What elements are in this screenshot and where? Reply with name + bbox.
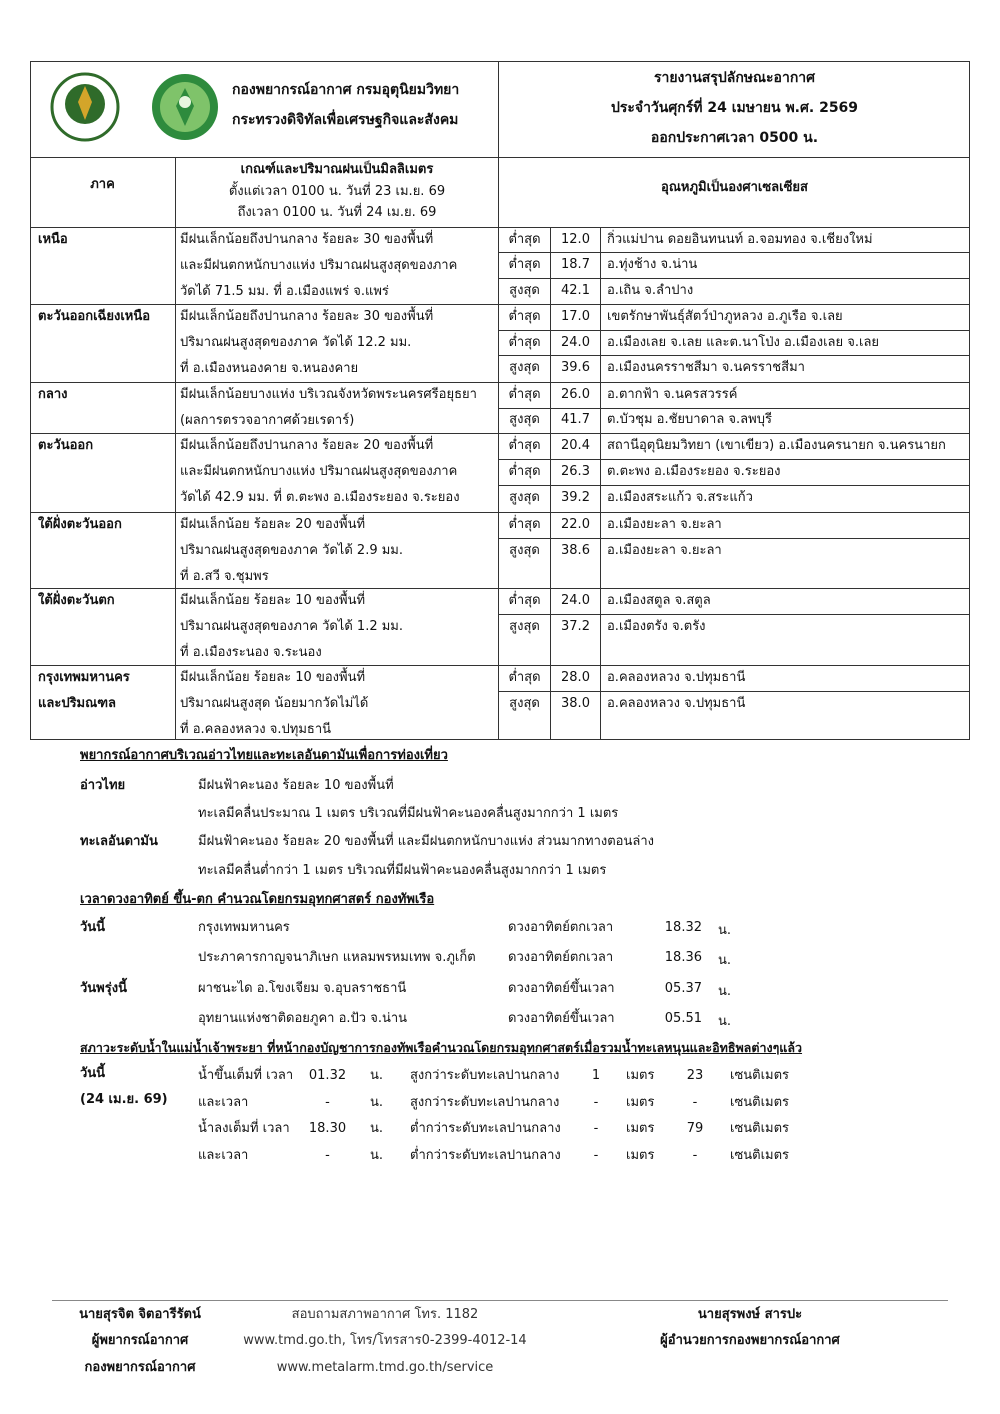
region-name: กลาง (38, 387, 68, 402)
tide-label: และเวลา (198, 1148, 249, 1163)
forecaster-name: นายสุรจิต จิตอารีรัตน์ (79, 1307, 201, 1322)
divider (498, 538, 970, 539)
temp-station: อ.เมืองสระแก้ว จ.สระแก้ว (607, 490, 753, 505)
tide-time: 18.30 (308, 1121, 347, 1136)
divider (30, 382, 970, 383)
divider (30, 512, 970, 513)
footer-divider (52, 1300, 948, 1301)
tide-label: น้ำลงเต็มที่ เวลา (198, 1121, 290, 1136)
rain-description-line: มีฝนเล็กน้อยถึงปานกลาง ร้อยละ 30 ของพื้นที่ (180, 232, 434, 247)
divider (30, 588, 970, 589)
divider (498, 485, 970, 486)
tide-time-unit: น. (370, 1068, 384, 1083)
region-name: ใต้ฝั่งตะวันตก (38, 593, 115, 608)
andaman-line-1: มีฝนฟ้าคะนอง ร้อยละ 20 ของพื้นที่ และมีฝนตกหนักบางแห่ง ส่วนมากทางตอนล่าง (198, 834, 654, 849)
sun-time: 18.36 (664, 950, 702, 965)
temp-value: 26.0 (561, 387, 590, 402)
org-line1: กองพยากรณ์อากาศ กรมอุตุนิยมวิทยา (232, 82, 460, 98)
temp-kind: สูงสุด (509, 543, 540, 558)
region-name: ตะวันออก (38, 438, 94, 453)
tide-title: สภาวะระดับน้ำในแม่น้ำเจ้าพระยา ที่หน้ากองบัญชาการกองทัพเรือคำนวณโดยกรมอุทกศาสตร์เมื่อรวมน้ำทะเลหนุนและอิทธิพลต่างๆแล้ว (80, 1040, 803, 1055)
sun-event: ดวงอาทิตย์ขึ้นเวลา (508, 981, 615, 996)
rain-description-line: ที่ อ.สวี จ.ชุมพร (180, 569, 269, 584)
divider (498, 459, 970, 460)
temp-station: อ.เมืองยะลา จ.ยะลา (607, 517, 722, 532)
temp-kind: ต่ำสุด (508, 464, 541, 479)
temp-station: อ.เมืองสตูล จ.สตูล (607, 593, 711, 608)
temp-value: 24.0 (561, 593, 590, 608)
temp-value: 39.2 (561, 490, 590, 505)
temp-value: 20.4 (561, 438, 590, 453)
rain-description-line: มีฝนเล็กน้อยบางแห่ง บริเวณจังหวัดพระนครศรีอยุธยา (180, 387, 477, 402)
divider (175, 157, 176, 740)
tide-centimeters-unit: เซนติเมตร (730, 1121, 790, 1136)
divider (498, 614, 970, 615)
divider (498, 355, 970, 356)
director-role: ผู้อำนวยการกองพยากรณ์อากาศ (660, 1333, 840, 1348)
org-line2: กระทรวงดิจิทัลเพื่อเศรษฐกิจและสังคม (232, 112, 459, 128)
tide-centimeters-unit: เซนติเมตร (730, 1095, 790, 1110)
sun-tomorrow-label: วันพรุ่งนี้ (80, 981, 127, 996)
temp-station: อ.คลองหลวง จ.ปทุมธานี (607, 696, 746, 711)
gulf-label: อ่าวไทย (80, 778, 126, 793)
tide-meters: - (593, 1095, 599, 1110)
tide-centimeters: 79 (686, 1121, 704, 1136)
temp-value: 26.3 (561, 464, 590, 479)
tide-label: น้ำขึ้นเต็มที่ เวลา (198, 1068, 294, 1083)
temp-station: สถานีอุตุนิยมวิทยา (เขาเขียว) อ.เมืองนครนายก จ.นครนายก (607, 438, 946, 453)
forecaster-role: ผู้พยากรณ์อากาศ (91, 1333, 189, 1348)
region-name: ตะวันออกเฉียงเหนือ (38, 309, 151, 324)
temp-value: 38.0 (561, 696, 590, 711)
temp-value: 42.1 (561, 283, 590, 298)
rain-description-line: ปริมาณฝนสูงสุดของภาค วัดได้ 1.2 มม. (180, 619, 403, 634)
marine-title: พยากรณ์อากาศบริเวณอ่าวไทยและทะเลอันดามันเพื่อการท่องเที่ยว (80, 748, 448, 763)
rain-description-line: วัดได้ 71.5 มม. ที่ อ.เมืองแพร่ จ.แพร่ (180, 284, 389, 299)
service-link[interactable]: www.metalarm.tmd.go.th/service (276, 1360, 494, 1375)
contact-website[interactable]: www.tmd.go.th, โทร/โทรสาร0-2399-4012-14 (243, 1333, 527, 1348)
temp-kind: ต่ำสุด (508, 670, 541, 685)
tide-time-unit: น. (370, 1121, 384, 1136)
gulf-line-2: ทะเลมีคลื่นประมาณ 1 เมตร บริเวณที่มีฝนฟ้าคะนองคลื่นสูงมากกว่า 1 เมตร (198, 806, 619, 821)
temp-value: 24.0 (561, 335, 590, 350)
temp-station: ต.บัวชุม อ.ชัยบาดาล จ.ลพบุรี (607, 412, 772, 427)
tide-meters-unit: เมตร (626, 1148, 655, 1163)
region-name: กรุงเทพมหานคร (38, 670, 130, 685)
tide-time-unit: น. (370, 1095, 384, 1110)
temp-value: 38.6 (561, 543, 590, 558)
temp-kind: ต่ำสุด (508, 387, 541, 402)
tide-meters: - (593, 1148, 599, 1163)
temp-station: กิ่วแม่ปาน ดอยอินทนนท์ อ.จอมทอง จ.เชียงใหม่ (607, 232, 873, 247)
temp-station: อ.เมืองนครราชสีมา จ.นครราชสีมา (607, 360, 805, 375)
director-name: นายสุรพงษ์ สารปะ (697, 1307, 803, 1322)
tide-time: 01.32 (308, 1068, 347, 1083)
temp-station: อ.เมืองยะลา จ.ยะลา (607, 543, 722, 558)
tide-meters-unit: เมตร (626, 1095, 655, 1110)
temp-kind: สูงสุด (509, 696, 540, 711)
tide-description: สูงกว่าระดับทะเลปานกลาง (410, 1095, 560, 1110)
rain-description-line: มีฝนเล็กน้อย ร้อยละ 10 ของพื้นที่ (180, 670, 366, 685)
sun-today-label: วันนี้ (80, 920, 106, 935)
region-name: และปริมณฑล (38, 696, 116, 711)
sun-place: กรุงเทพมหานคร (198, 920, 290, 935)
rain-period-from: ตั้งแต่เวลา 0100 น. วันที่ 23 เม.ย. 69 (228, 184, 446, 199)
temp-kind: สูงสุด (509, 412, 540, 427)
contact-phone: สอบถามสภาพอากาศ โทร. 1182 (291, 1307, 479, 1322)
gulf-line-1: มีฝนฟ้าคะนอง ร้อยละ 10 ของพื้นที่ (198, 778, 394, 793)
tide-centimeters: - (692, 1095, 698, 1110)
divider (498, 252, 970, 253)
tide-label: และเวลา (198, 1095, 249, 1110)
temp-kind: สูงสุด (509, 283, 540, 298)
report-time: ออกประกาศเวลา 0500 น. (650, 130, 819, 146)
rain-description-line: ที่ อ.เมืองหนองคาย จ.หนองคาย (180, 361, 359, 376)
tide-today-label: วันนี้ (80, 1066, 106, 1081)
tide-centimeters-unit: เซนติเมตร (730, 1148, 790, 1163)
temp-station: เขตรักษาพันธุ์สัตว์ป่าภูหลวง อ.ภูเรือ จ.เลย (607, 309, 843, 324)
temp-kind: ต่ำสุด (508, 232, 541, 247)
sun-unit: น. (718, 953, 732, 968)
tide-description: สูงกว่าระดับทะเลปานกลาง (410, 1068, 560, 1083)
sun-event: ดวงอาทิตย์ตกเวลา (508, 950, 614, 965)
tide-meters: 1 (591, 1068, 601, 1083)
tide-time-unit: น. (370, 1148, 384, 1163)
divider (498, 408, 970, 409)
rain-description-line: มีฝนเล็กน้อย ร้อยละ 20 ของพื้นที่ (180, 517, 366, 532)
temp-value: 28.0 (561, 670, 590, 685)
temp-kind: ต่ำสุด (508, 593, 541, 608)
report-title: รายงานสรุปลักษณะอากาศ (653, 70, 816, 86)
report-date: ประจำวันศุกร์ที่ 24 เมษายน พ.ศ. 2569 (610, 100, 859, 116)
tide-time: - (325, 1148, 330, 1163)
tide-time: - (325, 1095, 330, 1110)
rain-description-line: ที่ อ.เมืองระนอง จ.ระนอง (180, 645, 322, 660)
temp-kind: สูงสุด (509, 490, 540, 505)
temp-kind: ต่ำสุด (508, 257, 541, 272)
region-name: เหนือ (38, 232, 68, 247)
rain-period-to: ถึงเวลา 0100 น. วันที่ 24 เม.ย. 69 (237, 205, 437, 220)
rain-description-line: ที่ อ.คลองหลวง จ.ปทุมธานี (180, 722, 332, 737)
divider (30, 227, 970, 228)
temp-station: อ.เมืองเลย จ.เลย และต.นาโป่ง อ.เมืองเลย จ.เลย (607, 335, 880, 350)
temp-station: ต.ตะพง อ.เมืองระยอง จ.ระยอง (607, 464, 781, 479)
forecaster-org: กองพยากรณ์อากาศ (84, 1360, 196, 1375)
divider (30, 304, 970, 305)
temp-kind: สูงสุด (509, 360, 540, 375)
temp-station: อ.เมืองตรัง จ.ตรัง (607, 619, 706, 634)
rain-description-line: มีฝนเล็กน้อยถึงปานกลาง ร้อยละ 30 ของพื้นที่ (180, 309, 434, 324)
temp-kind: ต่ำสุด (508, 309, 541, 324)
rain-description-line: มีฝนเล็กน้อย ร้อยละ 10 ของพื้นที่ (180, 593, 366, 608)
rain-description-line: และมีฝนตกหนักบางแห่ง ปริมาณฝนสูงสุดของภาค (180, 464, 458, 479)
tide-meters-unit: เมตร (626, 1068, 655, 1083)
andaman-line-2: ทะเลมีคลื่นต่ำกว่า 1 เมตร บริเวณที่มีฝนฟ้าคะนองคลื่นสูงมากกว่า 1 เมตร (198, 863, 607, 878)
tide-centimeters-unit: เซนติเมตร (730, 1068, 790, 1083)
sun-unit: น. (718, 984, 732, 999)
sun-title: เวลาดวงอาทิตย์ ขึ้น-ตก คำนวณโดยกรมอุทกศาสตร์ กองทัพเรือ (80, 892, 435, 907)
divider (498, 691, 970, 692)
rain-description-line: วัดได้ 42.9 มม. ที่ ต.ตะพง อ.เมืองระยอง จ.ระยอง (180, 490, 460, 505)
tmd-logo (150, 72, 220, 142)
divider (498, 278, 970, 279)
rain-description-line: ปริมาณฝนสูงสุดของภาค วัดได้ 2.9 มม. (180, 543, 403, 558)
tide-description: ต่ำกว่าระดับทะเลปานกลาง (410, 1148, 561, 1163)
sun-time: 18.32 (664, 920, 702, 935)
sun-event: ดวงอาทิตย์ขึ้นเวลา (508, 1011, 615, 1026)
region-column-header: ภาค (90, 177, 115, 192)
temp-value: 22.0 (561, 517, 590, 532)
sun-time: 05.37 (664, 981, 702, 996)
divider (30, 665, 970, 666)
rain-column-title: เกณฑ์และปริมาณฝนเป็นมิลลิเมตร (240, 162, 434, 177)
rain-description-line: ปริมาณฝนสูงสุดของภาค วัดได้ 12.2 มม. (180, 335, 412, 350)
temp-station: อ.ตากฟ้า จ.นครสวรรค์ (607, 387, 738, 402)
tide-date-label: (24 เม.ย. 69) (80, 1092, 168, 1107)
temp-value: 41.7 (561, 412, 590, 427)
sun-place: ประภาคารกาญจนาภิเษก แหลมพรหมเทพ จ.ภูเก็ต (198, 950, 476, 965)
divider (498, 330, 970, 331)
divider (30, 433, 970, 434)
sun-unit: น. (718, 923, 732, 938)
ministry-logo (50, 72, 120, 142)
temp-station: อ.คลองหลวง จ.ปทุมธานี (607, 670, 746, 685)
temp-kind: สูงสุด (509, 619, 540, 634)
rain-description-line: ปริมาณฝนสูงสุด น้อยมากวัดไม่ได้ (180, 696, 369, 711)
temp-value: 12.0 (561, 232, 590, 247)
temp-kind: ต่ำสุด (508, 517, 541, 532)
temp-kind: ต่ำสุด (508, 335, 541, 350)
sun-time: 05.51 (664, 1011, 702, 1026)
sun-place: ผาชนะได อ.โขงเจียม จ.อุบลราชธานี (198, 981, 407, 996)
temp-value: 37.2 (561, 619, 590, 634)
tide-centimeters: - (692, 1148, 698, 1163)
temp-value: 18.7 (561, 257, 590, 272)
tide-centimeters: 23 (686, 1068, 704, 1083)
temp-station: อ.ทุ่งช้าง จ.น่าน (607, 257, 698, 272)
temp-column-title: อุณหภูมิเป็นองศาเซลเซียส (661, 180, 808, 195)
temp-value: 39.6 (561, 360, 590, 375)
tide-meters: - (593, 1121, 599, 1136)
region-name: ใต้ฝั่งตะวันออก (38, 517, 122, 532)
sun-event: ดวงอาทิตย์ตกเวลา (508, 920, 614, 935)
rain-description-line: (ผลการตรวจอากาศด้วยเรดาร์) (180, 413, 355, 428)
sun-unit: น. (718, 1014, 732, 1029)
tide-meters-unit: เมตร (626, 1121, 655, 1136)
rain-description-line: และมีฝนตกหนักบางแห่ง ปริมาณฝนสูงสุดของภาค (180, 258, 458, 273)
temp-kind: ต่ำสุด (508, 438, 541, 453)
temp-station: อ.เถิน จ.ลำปาง (607, 283, 694, 298)
rain-description-line: มีฝนเล็กน้อยถึงปานกลาง ร้อยละ 20 ของพื้นที่ (180, 438, 434, 453)
sun-place: อุทยานแห่งชาติดอยภูคา อ.ปัว จ.น่าน (198, 1011, 408, 1026)
andaman-label: ทะเลอันดามัน (80, 834, 158, 849)
temp-value: 17.0 (561, 309, 590, 324)
tide-description: ต่ำกว่าระดับทะเลปานกลาง (410, 1121, 561, 1136)
divider (30, 157, 970, 158)
